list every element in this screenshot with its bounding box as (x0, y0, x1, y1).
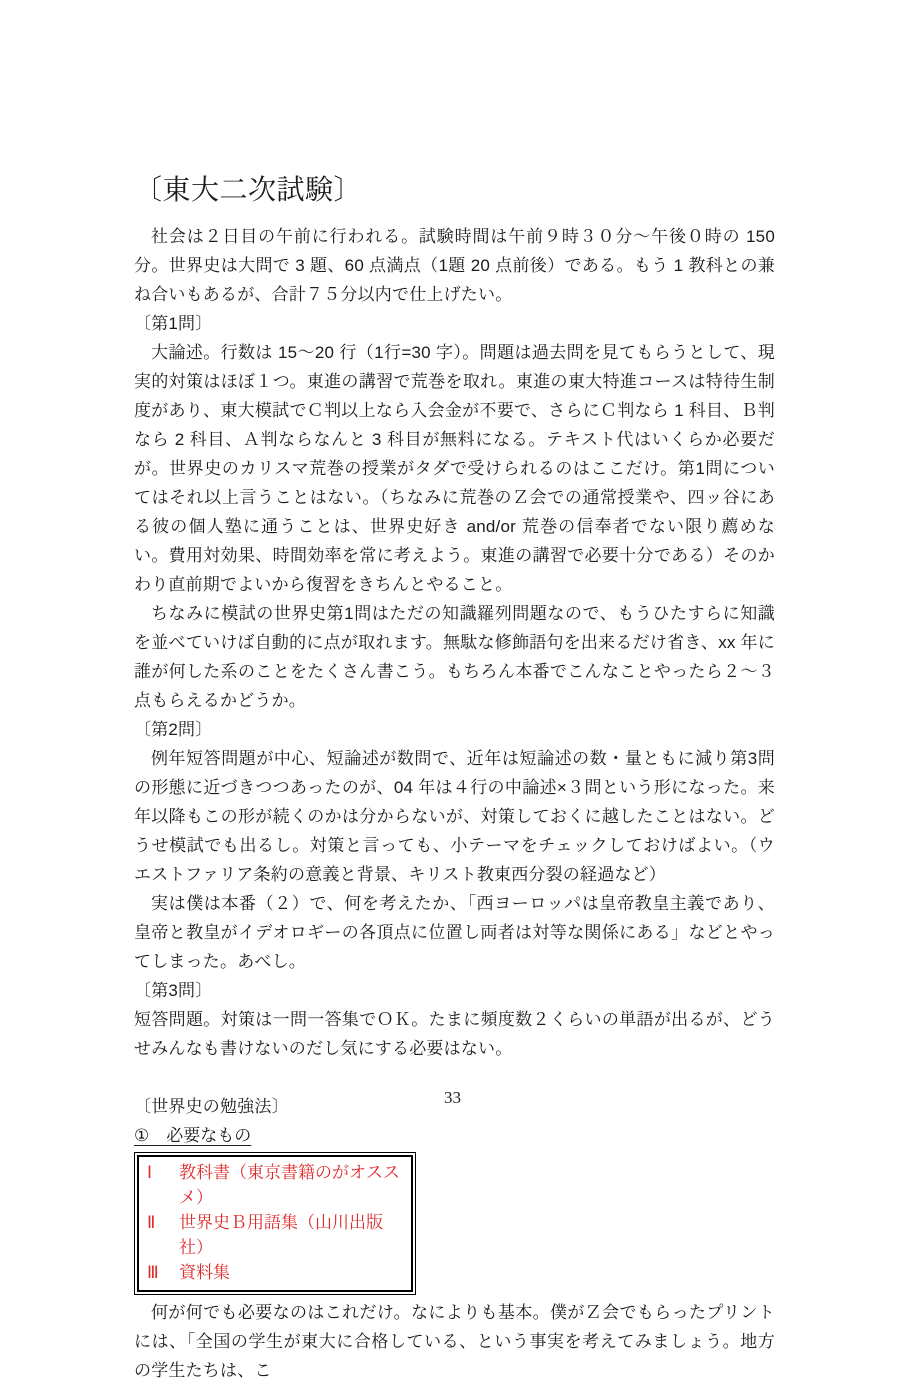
q2-paragraph-2: 実は僕は本番（２）で、何を考えたか、「西ヨーロッパは皇帝教皇主義であり、皇帝と教皇がイデオロギーの各頂点に位置し両者は対等な関係にある」などとやってしまった。あべし。 (134, 894, 775, 971)
requirement-text-2: 世界史Ｂ用語集（山川出版社） (179, 1213, 383, 1257)
list-item-1-label: ① 必要なもの (134, 1126, 252, 1145)
q1-paragraph-1: 大論述。行数は 15～20 行（1行=30 字）。問題は過去問を見てもらうとして、現実的対策はほぼ１つ。東進の講習で荒巻を取れ。東進の東大特進コースは特待生制度があり、東大模試でＣ判以上なら入会金が不要で、さらにＣ判なら 1 科目、Ｂ判なら 2 科目、Ａ判ならなんと 3 科目が無料になる。テキスト代はいくらか必要だが。世界史のカリスマ荒巻の授業がタダで受けられるのはここだけ。第1問についてはそれ以上言うことはない。（ちなみに荒巻のＺ会での通常授業や、四ッ谷にある彼の個人塾に通うことは、世界史好き and/or 荒巻の信奉者でない限り薦めない。費用対効果、時間効率を常に考えよう。東進の講習で必要十分である）そのかわり直前期でよいから復習をきちんとやること。 (134, 343, 775, 594)
section-heading-q2: 〔第2問〕 (134, 720, 213, 739)
intro-paragraph: 社会は２日目の午前に行われる。試験時間は午前９時３０分～午後０時の 150 分。世界史は大問で 3 題、60 点満点（1題 20 点前後）である。もう 1 教科との兼ね合いもあるが、合計７５分以内で仕上げたい。 (134, 227, 775, 304)
section-heading-q1: 〔第1問〕 (134, 314, 213, 333)
study-method-heading: 〔世界史の勉強法〕 (134, 1097, 289, 1116)
page-number: 33 (444, 1088, 461, 1107)
roman-numeral-3: Ⅲ (147, 1263, 159, 1282)
section-heading-q3: 〔第3問〕 (134, 981, 213, 1000)
requirements-box (134, 1152, 416, 1295)
q2-paragraph-1: 例年短答問題が中心、短論述が数問で、近年は短論述の数・量ともに減り第3問の形態に近づきつつあったのが、04 年は４行の中論述×３問という形になった。来年以降もこの形が続くのかは分からないが、対策しておくに越したことはない。どうせ模試でも出るし。対策と言っても、小テーマをチェックしておけばよい。（ウエストファリア条約の意義と背景、キリスト教東西分裂の経過など） (134, 749, 775, 884)
after-box-paragraph: 何が何でも必要なのはこれだけ。なによりも基本。僕がＺ会でもらったプリントには、「全国の学生が東大に合格している、という事実を考えてみましょう。地方の学生たちは、こ (134, 1303, 775, 1380)
requirement-item-3 (147, 1260, 403, 1285)
requirements-box-inner (137, 1155, 413, 1292)
page-title: 〔東大二次試験〕 (134, 174, 363, 205)
roman-numeral-1: Ⅰ (147, 1163, 153, 1182)
q1-paragraph-2: ちなみに模試の世界史第1問はただの知識羅列問題なので、もうひたすらに知識を並べていけば自動的に点が取れます。無駄な修飾語句を出来るだけ省き、xx 年に誰が何した系のことをたくさん書こう。もちろん本番でこんなことやったら２～３点もらえるかどうか。 (134, 604, 775, 710)
requirement-item-2 (147, 1210, 403, 1260)
text-column (134, 170, 775, 1385)
list-item-1-heading (134, 1121, 775, 1150)
requirement-item-1 (147, 1160, 403, 1210)
requirement-text-1: 教科書（東京書籍のがオススメ） (179, 1163, 400, 1207)
requirement-text-3: 資料集 (179, 1263, 230, 1282)
q3-paragraph: 短答問題。対策は一問一答集でＯＫ。たまに頻度数２くらいの単語が出るが、どうせみんなも書けないのだし気にする必要はない。 (134, 1010, 775, 1058)
roman-numeral-2: Ⅱ (147, 1213, 156, 1232)
